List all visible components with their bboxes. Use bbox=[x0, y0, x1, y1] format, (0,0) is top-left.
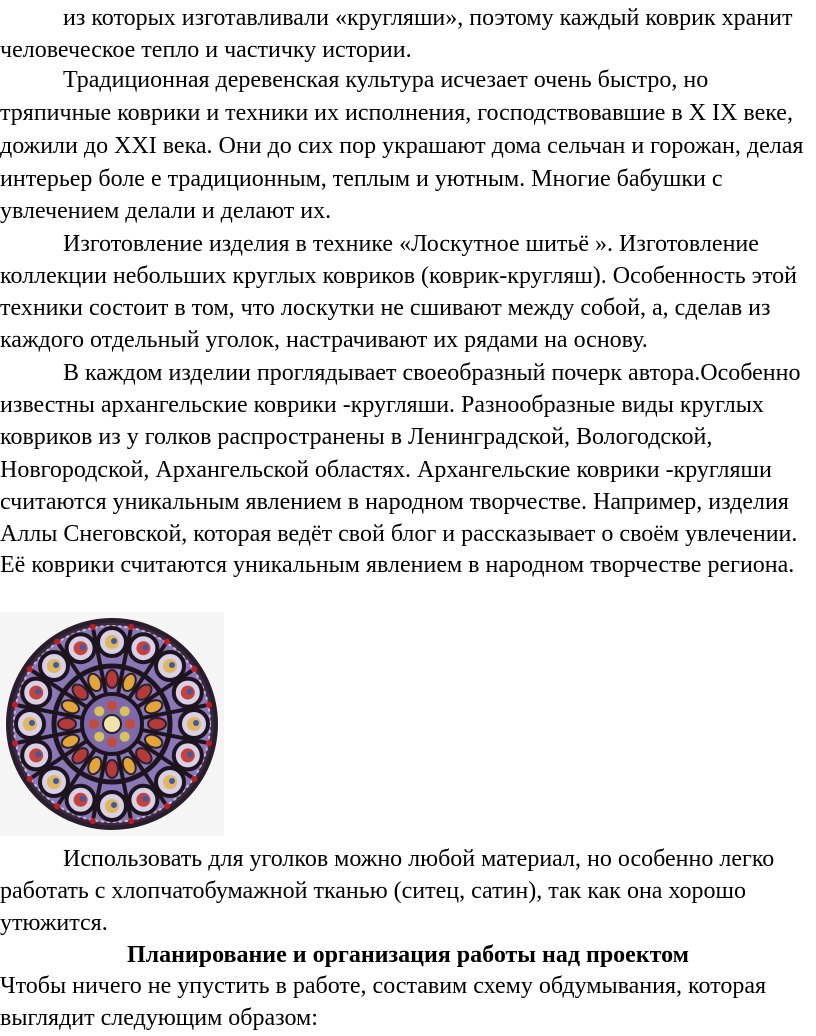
section-heading: Планирование и организация работы над проектом bbox=[126, 942, 690, 968]
text-line: известны архангельские коврики -кругляши. Разнообразные виды круглых bbox=[0, 392, 764, 418]
text-line: каждого отдельный уголок, настрачивают их рядами на основу. bbox=[0, 327, 648, 353]
text-line: дожили до XXI века. Они до сих пор украшают дома сельчан и горожан, делая bbox=[0, 133, 804, 159]
text-line: увлечением делали и делают их. bbox=[0, 198, 332, 224]
text-line: интерьер боле е традиционным, теплым и уютным. Многие бабушки с bbox=[0, 166, 723, 192]
text-line: Традиционная деревенская культура исчезает очень быстро, но bbox=[63, 67, 709, 93]
text-line: тряпичные коврики и техники их исполнения, господствовавшие в Х IX веке, bbox=[0, 100, 793, 126]
round-patchwork-rug-icon bbox=[0, 612, 224, 836]
text-line: Чтобы ничего не упустить в работе, составим схему обдумывания, которая bbox=[0, 973, 767, 999]
text-line: из которых изготавливали «кругляши», поэтому каждый коврик хранит bbox=[63, 5, 793, 31]
text-line: Аллы Снеговской, которая ведёт свой блог и рассказывает о своём увлечении. bbox=[0, 521, 798, 547]
text-line: работать с хлопчатобумажной тканью (ситец, сатин), так как она хорошо bbox=[0, 878, 747, 904]
text-line: выглядит следующим образом: bbox=[0, 1005, 318, 1031]
rug-photo bbox=[0, 612, 224, 836]
text-line: человеческое тепло и частичку истории. bbox=[0, 37, 412, 63]
text-line: В каждом изделии проглядывает своеобразный почерк автора.Особенно bbox=[63, 360, 801, 386]
text-line: коллекции небольших круглых ковриков (коврик-кругляш). Особенность этой bbox=[0, 263, 797, 289]
text-line: Новгородской, Архангельской областях. Архангельские коврики -кругляши bbox=[0, 457, 772, 483]
text-line: утюжится. bbox=[0, 910, 108, 936]
text-line: считаются уникальным явлением в народном творчестве. Например, изделия bbox=[0, 489, 789, 515]
text-line: Её коврики считаются уникальным явлением в народном творчестве региона. bbox=[0, 552, 795, 578]
text-line: Изготовление изделия в технике «Лоскутное шитьё ». Изготовление bbox=[63, 231, 759, 257]
text-line: ковриков из у голков распространены в Ленинградской, Вологодской, bbox=[0, 424, 713, 450]
text-line: техники состоит в том, что лоскутки не сшивают между собой, а, сделав из bbox=[0, 295, 771, 321]
text-line: Использовать для уголков можно любой материал, но особенно легко bbox=[63, 846, 775, 872]
